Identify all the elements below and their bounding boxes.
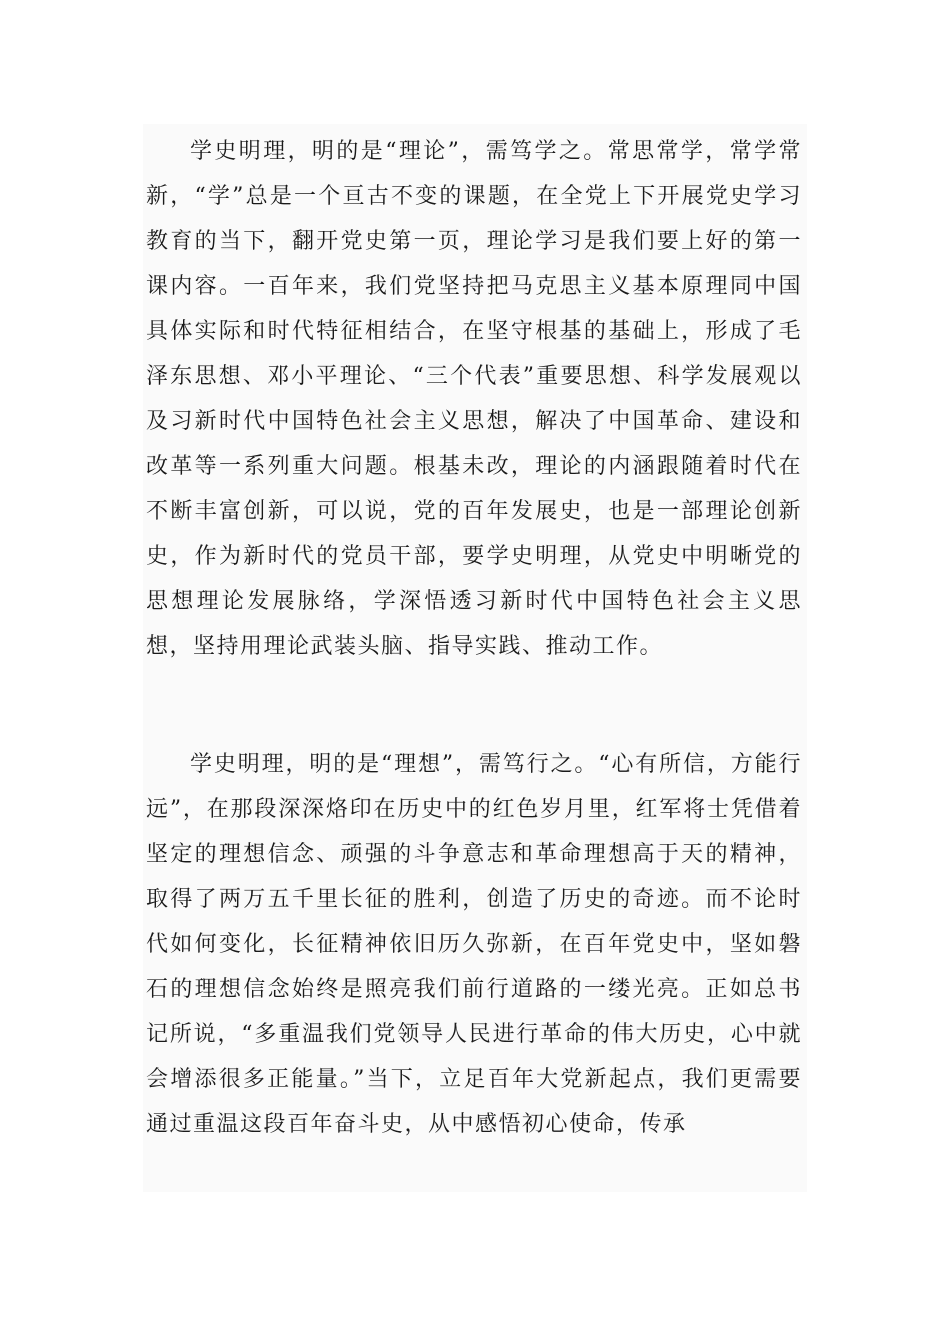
paragraph-ideals: 学史明理，明的是“理想”，需笃行之。“心有所信，方能行远”，在那段深深烙印在历史中的红色岁月里，红军将士凭借着坚定的理想信念、顽强的斗争意志和革命理想高于天的精神，取得了两万五千里长征的胜利，创造了历史的奇迹。而不论时代如何变化，长征精神依旧历久弥新，在百年党史中，坚如磐石的理想信念始终是照亮我们前行道路的一缕光亮。正如总书记所说，“多重温我们党领导人民进行革命的伟大历史，心中就会增添很多正能量。”当下，立足百年大党新起点，我们更需要通过重温这段百年奋斗史，从中感悟初心使命，传承 [146,752,802,1137]
text-block [143,124,807,1192]
paragraph-theory: 学史明理，明的是“理论”，需笃学之。常思常学，常学常新，“学”总是一个亘古不变的课题，在全党上下开展党史学习教育的当下，翻开党史第一页，理论学习是我们要上好的第一课内容。一百年来，我们党坚持把马克思主义基本原理同中国具体实际和时代特征相结合，在坚守根基的基础上，形成了毛泽东思想、邓小平理论、“三个代表”重要思想、科学发展观以及习新时代中国特色社会主义思想，解决了中国革命、建设和改革等一系列重大问题。根基未改，理论的内涵跟随着时代在不断丰富创新，可以说，党的百年发展史，也是一部理论创新史，作为新时代的党员干部，要学史明理，从党史中明晰党的思想理论发展脉络，学深悟透习新时代中国特色社会主义思想，坚持用理论武装头脑、指导实践、推动工作。 [146,139,802,659]
